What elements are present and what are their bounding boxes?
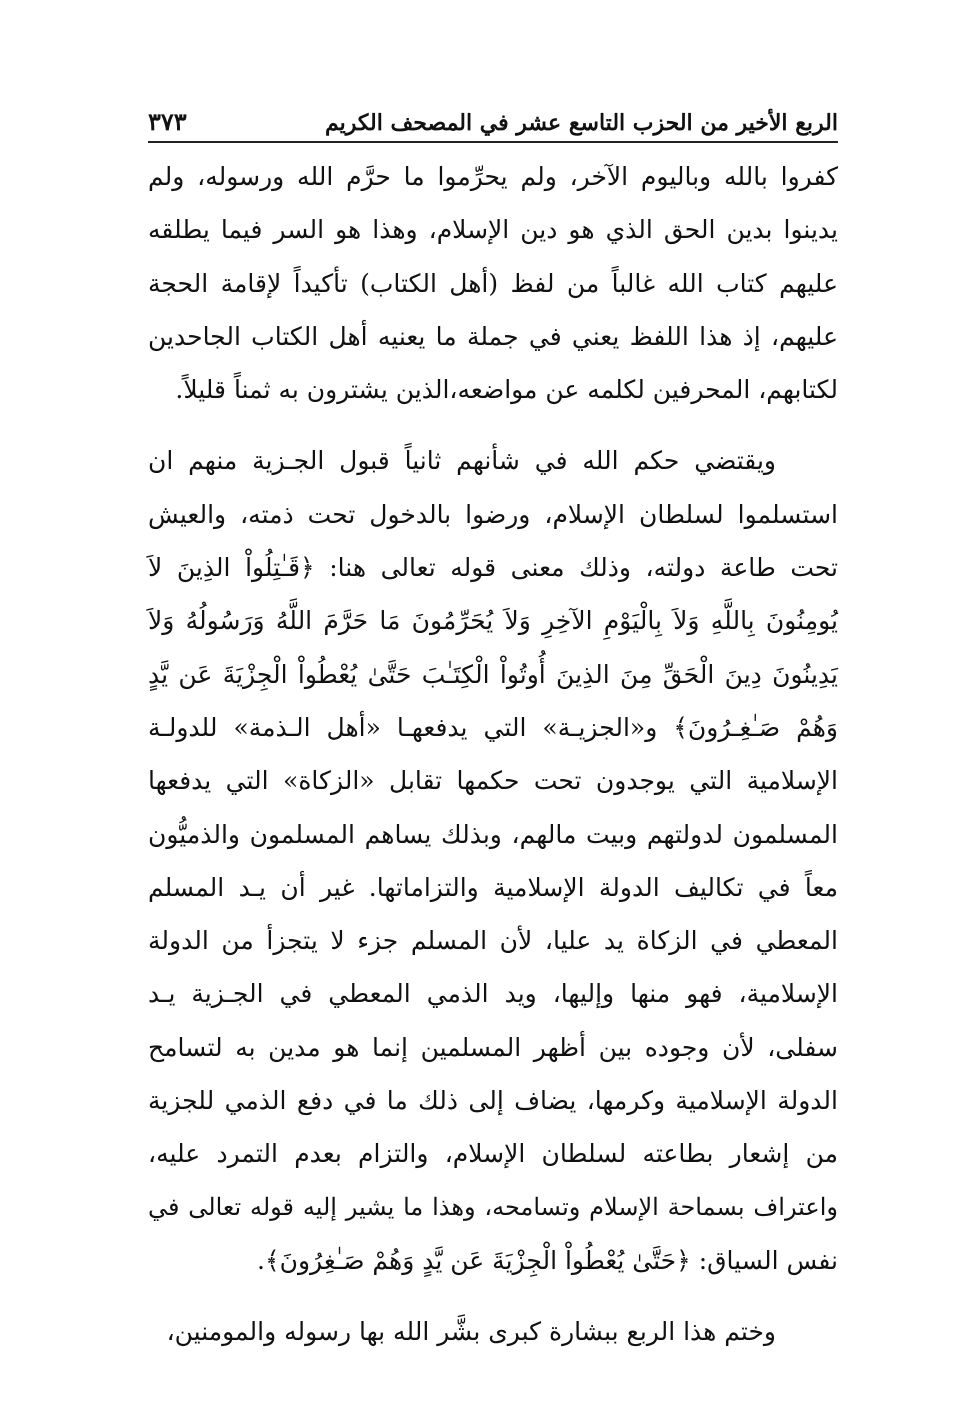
text-line: استسلموا لسلطان الإسلام، ورضوا بالدخول تحت ذمته، والعيش [148, 499, 838, 529]
text-line: ويقتضي حكم الله في شأنهم ثانياً قبول الجـزية منهم ان [148, 446, 776, 476]
text-line: الدولة الإسلامية وكرمها، يضاف إلى ذلك ما في دفع الذمي للجزية [148, 1086, 838, 1116]
text-line: سفلى، لأن وجوده بين أظهر المسلمين إنما هو مدين به لتسامح [148, 1032, 838, 1062]
page-number: ٣٧٣ [148, 107, 187, 136]
text-line: نفس السياق: ﴿حَتَّىٰ يُعْطُواْ الْجِزْيَةَ عَن يَّدٍ وَهُمْ صَـٰغِرُونَ﴾. [257, 1245, 838, 1275]
running-title: الربع الأخير من الحزب التاسع عشر في المصحف الكريم [325, 110, 838, 136]
text-line: من إشعار بطاعته لسلطان الإسلام، والتزام بعدم التمرد عليه، [148, 1139, 838, 1169]
text-line: لكتابهم، المحرفين لكلمه عن مواضعه،الذين يشترون به ثمناً قليلاً. [175, 375, 838, 405]
text-line: الإسلامية، فهو منها وإليها، ويد الذمي المعطي في الجـزية يـد [148, 979, 838, 1009]
text-line: تحت طاعة دولته، وذلك معنى قوله تعالى هنا: ﴿قَـٰتِلُواْ الذِينَ لاَ [148, 553, 838, 583]
paragraph [148, 1305, 838, 1358]
paragraph [148, 150, 838, 416]
text-line: يدينوا بدين الحق الذي هو دين الإسلام، وهذا هو السر فيما يطلقه [148, 215, 838, 245]
text-line: عليهم، إذ هذا اللفظ يعني في جملة ما يعنيه أهل الكتاب الجاحدين [148, 321, 838, 351]
quran-verse-line: يُومِنُونَ بِاللَّهِ وَلاَ بِالْيَوْمِ الآخِرِ وَلاَ يُحَرِّمُونَ مَا حَرَّمَ اللَّهُ وَرَسُولُهُ وَلاَ [148, 606, 838, 636]
text-line: وختم هذا الربع ببشارة كبرى بشَّر الله بها رسوله والمومنين، [166, 1317, 776, 1347]
body-text [148, 150, 838, 1359]
text-line: المسلمون لدولتهم وبيت مالهم، وبذلك يساهم المسلمون والذميُّون [148, 819, 838, 849]
text-line: الإسلامية التي يوجدون تحت حكمها تقابل «الزكاة» التي يدفعها [148, 766, 838, 796]
paragraph [148, 434, 838, 1287]
text-line: عليهم كتاب الله غالباً من لفظ (أهل الكتاب) تأكيداً لإقامة الحجة [148, 268, 838, 298]
text-line: معاً في تكاليف الدولة الإسلامية والتزاماتها. غير أن يـد المسلم [148, 872, 838, 902]
page-header [148, 100, 838, 140]
quran-verse-line: يَدِينُونَ دِينَ الْحَقِّ مِنَ الذِينَ أُوتُواْ الْكِتَـٰبَ حَتَّىٰ يُعْطُواْ الْجِزْيَةَ عَن يَّدٍ [148, 659, 838, 689]
text-line: المعطي في الزكاة يد عليا، لأن المسلم جزء لا يتجزأ من الدولة [148, 926, 838, 956]
paragraph-gap [148, 1287, 838, 1305]
text-line: كفروا بالله وباليوم الآخر، ولم يحرِّموا ما حرَّم الله ورسوله، ولم [148, 162, 838, 191]
paragraph-gap [148, 416, 838, 434]
text-line: وَهُمْ صَـٰغِـرُونَ﴾ و«الجزيـة» التي يدفعهـا «أهل الـذمة» للدولـة [148, 712, 838, 742]
text-line: واعتراف بسماحة الإسلام وتسامحه، وهذا ما يشير إليه قوله تعالى في [148, 1192, 839, 1221]
header-rule [148, 141, 838, 143]
